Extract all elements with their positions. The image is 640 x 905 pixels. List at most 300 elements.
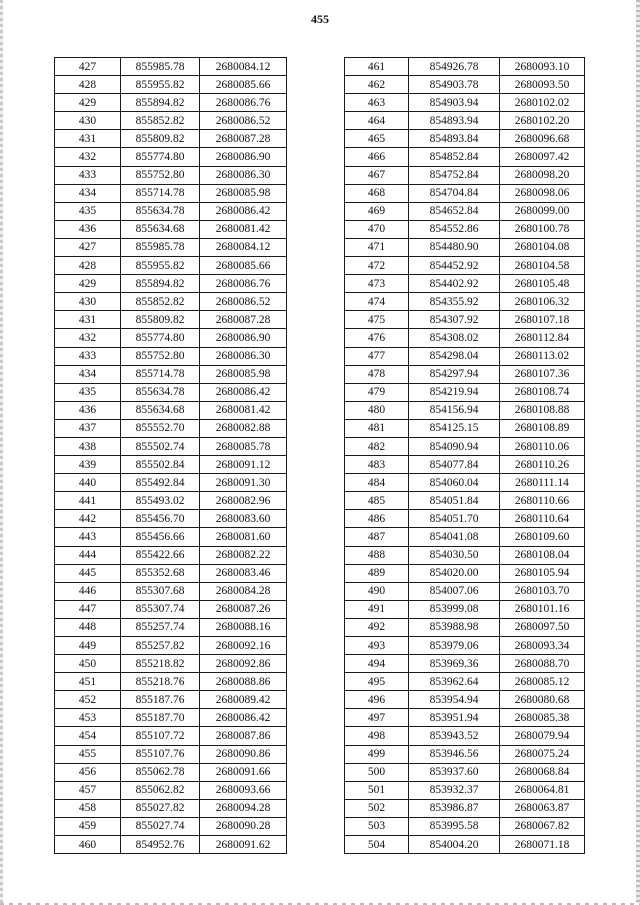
point-number-cell: 458: [55, 799, 121, 817]
point-number-cell: 467: [345, 166, 409, 184]
point-number-cell: 459: [55, 817, 121, 835]
point-number-cell: 476: [345, 329, 409, 347]
x-coordinate-cell: 855062.82: [121, 781, 200, 799]
point-number-cell: 456: [55, 763, 121, 781]
y-coordinate-cell: 2680110.06: [500, 437, 585, 455]
table-row: [55, 600, 287, 618]
table-row: [55, 564, 287, 582]
x-coordinate-cell: 855774.80: [121, 329, 200, 347]
y-coordinate-cell: 2680108.89: [500, 419, 585, 437]
table-row: [55, 166, 287, 184]
table-row: [345, 673, 585, 691]
table-row: [55, 130, 287, 148]
table-row: [55, 238, 287, 256]
table-row: [345, 401, 585, 419]
point-number-cell: 429: [55, 94, 121, 112]
point-number-cell: 438: [55, 437, 121, 455]
table-row: [345, 347, 585, 365]
x-coordinate-cell: 855714.78: [121, 184, 200, 202]
y-coordinate-cell: 2680079.94: [500, 727, 585, 745]
y-coordinate-cell: 2680107.18: [500, 311, 585, 329]
x-coordinate-cell: 853988.98: [409, 618, 500, 636]
point-number-cell: 489: [345, 564, 409, 582]
y-coordinate-cell: 2680084.12: [200, 238, 287, 256]
scan-edge-left: [0, 0, 3, 905]
table-row: [55, 311, 287, 329]
table-row: [55, 347, 287, 365]
x-coordinate-cell: 854893.94: [409, 112, 500, 130]
x-coordinate-cell: 855774.80: [121, 148, 200, 166]
y-coordinate-cell: 2680093.34: [500, 637, 585, 655]
y-coordinate-cell: 2680086.42: [200, 709, 287, 727]
x-coordinate-cell: 854007.06: [409, 582, 500, 600]
x-coordinate-cell: 855107.76: [121, 745, 200, 763]
x-coordinate-cell: 854452.92: [409, 257, 500, 275]
table-row: [345, 510, 585, 528]
table-row: [55, 148, 287, 166]
x-coordinate-cell: 855852.82: [121, 293, 200, 311]
table-row: [345, 836, 585, 854]
point-number-cell: 492: [345, 618, 409, 636]
y-coordinate-cell: 2680091.66: [200, 763, 287, 781]
y-coordinate-cell: 2680084.12: [200, 58, 287, 76]
x-coordinate-cell: 855307.74: [121, 600, 200, 618]
y-coordinate-cell: 2680086.30: [200, 347, 287, 365]
x-coordinate-cell: 854652.84: [409, 202, 500, 220]
table-row: [55, 94, 287, 112]
y-coordinate-cell: 2680103.70: [500, 582, 585, 600]
point-number-cell: 500: [345, 763, 409, 781]
x-coordinate-cell: 855714.78: [121, 365, 200, 383]
x-coordinate-cell: 855422.66: [121, 546, 200, 564]
y-coordinate-cell: 2680080.68: [500, 691, 585, 709]
x-coordinate-cell: 854004.20: [409, 836, 500, 854]
point-number-cell: 463: [345, 94, 409, 112]
table-row: [55, 112, 287, 130]
point-number-cell: 431: [55, 130, 121, 148]
y-coordinate-cell: 2680093.10: [500, 58, 585, 76]
table-row: [55, 58, 287, 76]
table-row: [345, 257, 585, 275]
point-number-cell: 494: [345, 655, 409, 673]
y-coordinate-cell: 2680081.42: [200, 220, 287, 238]
y-coordinate-cell: 2680110.26: [500, 456, 585, 474]
point-number-cell: 478: [345, 365, 409, 383]
y-coordinate-cell: 2680071.18: [500, 836, 585, 854]
y-coordinate-cell: 2680113.02: [500, 347, 585, 365]
point-number-cell: 470: [345, 220, 409, 238]
table-row: [345, 528, 585, 546]
point-number-cell: 446: [55, 582, 121, 600]
table-row: [55, 437, 287, 455]
point-number-cell: 429: [55, 275, 121, 293]
table-row: [345, 329, 585, 347]
y-coordinate-cell: 2680085.66: [200, 76, 287, 94]
table-row: [55, 220, 287, 238]
y-coordinate-cell: 2680081.60: [200, 528, 287, 546]
y-coordinate-cell: 2680092.16: [200, 637, 287, 655]
y-coordinate-cell: 2680110.66: [500, 492, 585, 510]
point-number-cell: 434: [55, 184, 121, 202]
table-row: [345, 474, 585, 492]
y-coordinate-cell: 2680082.88: [200, 419, 287, 437]
x-coordinate-cell: 854060.04: [409, 474, 500, 492]
x-coordinate-cell: 853969.36: [409, 655, 500, 673]
point-number-cell: 479: [345, 383, 409, 401]
point-number-cell: 490: [345, 582, 409, 600]
table-row: [55, 546, 287, 564]
y-coordinate-cell: 2680081.42: [200, 401, 287, 419]
y-coordinate-cell: 2680085.66: [200, 257, 287, 275]
y-coordinate-cell: 2680088.16: [200, 618, 287, 636]
y-coordinate-cell: 2680112.84: [500, 329, 585, 347]
y-coordinate-cell: 2680105.94: [500, 564, 585, 582]
y-coordinate-cell: 2680064.81: [500, 781, 585, 799]
point-number-cell: 432: [55, 148, 121, 166]
y-coordinate-cell: 2680096.68: [500, 130, 585, 148]
point-number-cell: 435: [55, 202, 121, 220]
x-coordinate-cell: 855502.74: [121, 437, 200, 455]
y-coordinate-cell: 2680090.28: [200, 817, 287, 835]
x-coordinate-cell: 855027.82: [121, 799, 200, 817]
y-coordinate-cell: 2680109.60: [500, 528, 585, 546]
x-coordinate-cell: 853932.37: [409, 781, 500, 799]
table-row: [55, 275, 287, 293]
table-row: [55, 492, 287, 510]
table-row: [345, 419, 585, 437]
x-coordinate-cell: 855307.68: [121, 582, 200, 600]
table-row: [55, 637, 287, 655]
table-row: [345, 691, 585, 709]
y-coordinate-cell: 2680088.86: [200, 673, 287, 691]
x-coordinate-cell: 854852.84: [409, 148, 500, 166]
x-coordinate-cell: 855257.74: [121, 618, 200, 636]
table-row: [345, 130, 585, 148]
x-coordinate-cell: 855809.82: [121, 130, 200, 148]
point-number-cell: 462: [345, 76, 409, 94]
x-coordinate-cell: 854926.78: [409, 58, 500, 76]
x-coordinate-cell: 854308.02: [409, 329, 500, 347]
x-coordinate-cell: 855352.68: [121, 564, 200, 582]
x-coordinate-cell: 855955.82: [121, 257, 200, 275]
x-coordinate-cell: 854893.84: [409, 130, 500, 148]
table-row: [345, 546, 585, 564]
x-coordinate-cell: 854090.94: [409, 437, 500, 455]
point-number-cell: 493: [345, 637, 409, 655]
table-row: [55, 293, 287, 311]
table-row: [55, 727, 287, 745]
x-coordinate-cell: 855752.80: [121, 347, 200, 365]
x-coordinate-cell: 855218.76: [121, 673, 200, 691]
x-coordinate-cell: 855985.78: [121, 58, 200, 76]
point-number-cell: 469: [345, 202, 409, 220]
table-row: [55, 817, 287, 835]
point-number-cell: 430: [55, 293, 121, 311]
table-row: [345, 618, 585, 636]
table-row: [345, 799, 585, 817]
point-number-cell: 434: [55, 365, 121, 383]
point-number-cell: 432: [55, 329, 121, 347]
point-number-cell: 451: [55, 673, 121, 691]
y-coordinate-cell: 2680102.02: [500, 94, 585, 112]
table-row: [345, 709, 585, 727]
x-coordinate-cell: 853943.52: [409, 727, 500, 745]
table-row: [55, 419, 287, 437]
scan-edge-right: [636, 0, 640, 905]
x-coordinate-cell: 854051.70: [409, 510, 500, 528]
point-number-cell: 474: [345, 293, 409, 311]
point-number-cell: 436: [55, 220, 121, 238]
y-coordinate-cell: 2680085.38: [500, 709, 585, 727]
x-coordinate-cell: 855752.80: [121, 166, 200, 184]
y-coordinate-cell: 2680088.70: [500, 655, 585, 673]
y-coordinate-cell: 2680082.96: [200, 492, 287, 510]
x-coordinate-cell: 855894.82: [121, 94, 200, 112]
y-coordinate-cell: 2680105.48: [500, 275, 585, 293]
x-coordinate-cell: 854355.92: [409, 293, 500, 311]
point-number-cell: 448: [55, 618, 121, 636]
y-coordinate-cell: 2680097.50: [500, 618, 585, 636]
table-row: [345, 437, 585, 455]
y-coordinate-cell: 2680083.60: [200, 510, 287, 528]
table-row: [345, 492, 585, 510]
y-coordinate-cell: 2680067.82: [500, 817, 585, 835]
page-number: 455: [311, 12, 329, 26]
coordinate-table-left: [54, 57, 287, 854]
table-row: [345, 637, 585, 655]
point-number-cell: 450: [55, 655, 121, 673]
x-coordinate-cell: 853954.94: [409, 691, 500, 709]
point-number-cell: 485: [345, 492, 409, 510]
point-number-cell: 482: [345, 437, 409, 455]
x-coordinate-cell: 854402.92: [409, 275, 500, 293]
x-coordinate-cell: 853946.56: [409, 745, 500, 763]
point-number-cell: 504: [345, 836, 409, 854]
table-row: [55, 257, 287, 275]
x-coordinate-cell: 854030.50: [409, 546, 500, 564]
x-coordinate-cell: 855552.70: [121, 419, 200, 437]
table-row: [55, 184, 287, 202]
x-coordinate-cell: 855218.82: [121, 655, 200, 673]
y-coordinate-cell: 2680101.16: [500, 600, 585, 618]
table-row: [55, 474, 287, 492]
x-coordinate-cell: 855634.68: [121, 401, 200, 419]
table-row: [55, 745, 287, 763]
table-row: [55, 383, 287, 401]
point-number-cell: 497: [345, 709, 409, 727]
point-number-cell: 435: [55, 383, 121, 401]
x-coordinate-cell: 855809.82: [121, 311, 200, 329]
x-coordinate-cell: 854952.76: [121, 836, 200, 854]
x-coordinate-cell: 854219.94: [409, 383, 500, 401]
y-coordinate-cell: 2680089.42: [200, 691, 287, 709]
table-row: [55, 365, 287, 383]
table-row: [345, 383, 585, 401]
y-coordinate-cell: 2680086.42: [200, 202, 287, 220]
table-row: [345, 745, 585, 763]
table-row: [55, 763, 287, 781]
point-number-cell: 465: [345, 130, 409, 148]
x-coordinate-cell: 854051.84: [409, 492, 500, 510]
table-row: [345, 817, 585, 835]
y-coordinate-cell: 2680087.28: [200, 130, 287, 148]
table-row: [345, 564, 585, 582]
point-number-cell: 430: [55, 112, 121, 130]
point-number-cell: 461: [345, 58, 409, 76]
point-number-cell: 491: [345, 600, 409, 618]
y-coordinate-cell: 2680086.90: [200, 148, 287, 166]
table-row: [345, 148, 585, 166]
y-coordinate-cell: 2680086.76: [200, 94, 287, 112]
coordinate-table-right: [344, 57, 585, 854]
x-coordinate-cell: 854156.94: [409, 401, 500, 419]
table-row: [55, 673, 287, 691]
y-coordinate-cell: 2680104.58: [500, 257, 585, 275]
table-row: [345, 781, 585, 799]
point-number-cell: 464: [345, 112, 409, 130]
y-coordinate-cell: 2680086.52: [200, 293, 287, 311]
point-number-cell: 484: [345, 474, 409, 492]
y-coordinate-cell: 2680090.86: [200, 745, 287, 763]
y-coordinate-cell: 2680086.30: [200, 166, 287, 184]
x-coordinate-cell: 854903.78: [409, 76, 500, 94]
point-number-cell: 447: [55, 600, 121, 618]
point-number-cell: 436: [55, 401, 121, 419]
table-row: [345, 238, 585, 256]
table-row: [345, 365, 585, 383]
y-coordinate-cell: 2680106.32: [500, 293, 585, 311]
table-row: [55, 202, 287, 220]
y-coordinate-cell: 2680092.86: [200, 655, 287, 673]
y-coordinate-cell: 2680091.62: [200, 836, 287, 854]
y-coordinate-cell: 2680063.87: [500, 799, 585, 817]
point-number-cell: 488: [345, 546, 409, 564]
x-coordinate-cell: 855634.78: [121, 383, 200, 401]
table-row: [55, 582, 287, 600]
table-row: [345, 456, 585, 474]
table-row: [345, 600, 585, 618]
y-coordinate-cell: 2680111.14: [500, 474, 585, 492]
point-number-cell: 496: [345, 691, 409, 709]
x-coordinate-cell: 854297.94: [409, 365, 500, 383]
x-coordinate-cell: 855062.78: [121, 763, 200, 781]
table-row: [345, 275, 585, 293]
point-number-cell: 498: [345, 727, 409, 745]
point-number-cell: 457: [55, 781, 121, 799]
x-coordinate-cell: 854077.84: [409, 456, 500, 474]
y-coordinate-cell: 2680100.78: [500, 220, 585, 238]
y-coordinate-cell: 2680087.28: [200, 311, 287, 329]
y-coordinate-cell: 2680093.50: [500, 76, 585, 94]
point-number-cell: 428: [55, 76, 121, 94]
point-number-cell: 449: [55, 637, 121, 655]
point-number-cell: 427: [55, 58, 121, 76]
point-number-cell: 472: [345, 257, 409, 275]
x-coordinate-cell: 855894.82: [121, 275, 200, 293]
y-coordinate-cell: 2680107.36: [500, 365, 585, 383]
x-coordinate-cell: 855634.68: [121, 220, 200, 238]
table-row: [55, 709, 287, 727]
point-number-cell: 440: [55, 474, 121, 492]
x-coordinate-cell: 855492.84: [121, 474, 200, 492]
x-coordinate-cell: 854125.15: [409, 419, 500, 437]
y-coordinate-cell: 2680087.86: [200, 727, 287, 745]
x-coordinate-cell: 853962.64: [409, 673, 500, 691]
point-number-cell: 477: [345, 347, 409, 365]
point-number-cell: 433: [55, 166, 121, 184]
y-coordinate-cell: 2680086.52: [200, 112, 287, 130]
x-coordinate-cell: 855634.78: [121, 202, 200, 220]
table-row: [55, 76, 287, 94]
y-coordinate-cell: 2680086.90: [200, 329, 287, 347]
x-coordinate-cell: 855502.84: [121, 456, 200, 474]
y-coordinate-cell: 2680082.22: [200, 546, 287, 564]
point-number-cell: 487: [345, 528, 409, 546]
table-row: [345, 763, 585, 781]
table-row: [345, 655, 585, 673]
y-coordinate-cell: 2680108.74: [500, 383, 585, 401]
y-coordinate-cell: 2680091.30: [200, 474, 287, 492]
point-number-cell: 486: [345, 510, 409, 528]
point-number-cell: 437: [55, 419, 121, 437]
point-number-cell: 460: [55, 836, 121, 854]
table-row: [345, 166, 585, 184]
point-number-cell: 454: [55, 727, 121, 745]
table-row: [55, 528, 287, 546]
table-row: [345, 202, 585, 220]
x-coordinate-cell: 854480.90: [409, 238, 500, 256]
y-coordinate-cell: 2680108.04: [500, 546, 585, 564]
x-coordinate-cell: 853937.60: [409, 763, 500, 781]
point-number-cell: 473: [345, 275, 409, 293]
table-row: [345, 293, 585, 311]
x-coordinate-cell: 853999.08: [409, 600, 500, 618]
x-coordinate-cell: 854020.00: [409, 564, 500, 582]
point-number-cell: 439: [55, 456, 121, 474]
y-coordinate-cell: 2680102.20: [500, 112, 585, 130]
y-coordinate-cell: 2680085.78: [200, 437, 287, 455]
table-row: [55, 691, 287, 709]
x-coordinate-cell: 854307.92: [409, 311, 500, 329]
y-coordinate-cell: 2680084.28: [200, 582, 287, 600]
point-number-cell: 428: [55, 257, 121, 275]
y-coordinate-cell: 2680085.98: [200, 184, 287, 202]
y-coordinate-cell: 2680085.12: [500, 673, 585, 691]
x-coordinate-cell: 853979.06: [409, 637, 500, 655]
y-coordinate-cell: 2680083.46: [200, 564, 287, 582]
point-number-cell: 475: [345, 311, 409, 329]
x-coordinate-cell: 853995.58: [409, 817, 500, 835]
x-coordinate-cell: 855187.70: [121, 709, 200, 727]
point-number-cell: 483: [345, 456, 409, 474]
table-row: [345, 94, 585, 112]
table-row: [55, 655, 287, 673]
point-number-cell: 495: [345, 673, 409, 691]
point-number-cell: 471: [345, 238, 409, 256]
y-coordinate-cell: 2680091.12: [200, 456, 287, 474]
point-number-cell: 499: [345, 745, 409, 763]
point-number-cell: 501: [345, 781, 409, 799]
x-coordinate-cell: 853986.87: [409, 799, 500, 817]
point-number-cell: 441: [55, 492, 121, 510]
table-row: [345, 76, 585, 94]
point-number-cell: 442: [55, 510, 121, 528]
table-row: [345, 112, 585, 130]
x-coordinate-cell: 855955.82: [121, 76, 200, 94]
x-coordinate-cell: 854041.08: [409, 528, 500, 546]
table-row: [55, 329, 287, 347]
y-coordinate-cell: 2680098.20: [500, 166, 585, 184]
